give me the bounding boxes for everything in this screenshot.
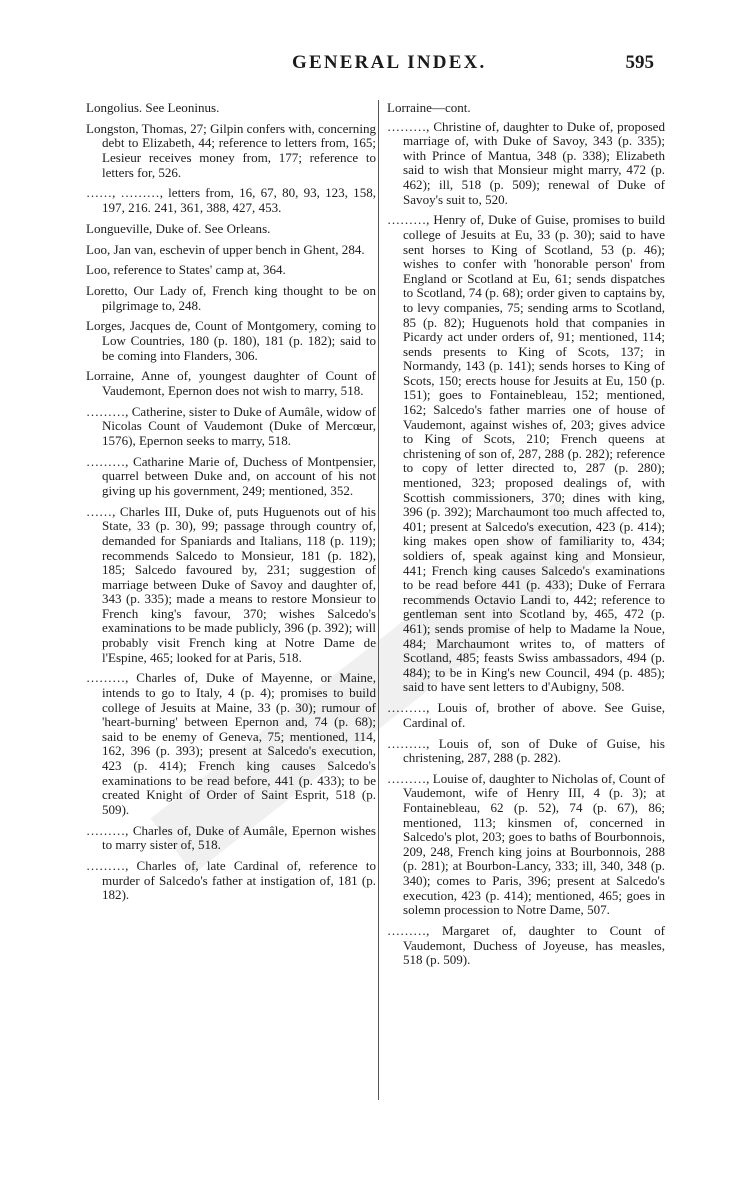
index-column-right	[387, 101, 665, 974]
column-divider	[378, 100, 379, 1100]
page-header	[0, 52, 748, 76]
index-entry: ………, Christine of, daughter to Duke of, proposed marriage of, with Duke of Savoy, 343 (p. 335); with Prince of Mantua, 348 (p. 338); Elizabeth said to wish that Monsieur might marry, 472 (p. 462); ill, 518 (p. 509); renewal of Duke of Savoy's suit to, 520.	[387, 118, 665, 207]
index-entry: ……, Charles III, Duke of, puts Huguenots out of his State, 33 (p. 30), 99; passage through country of, demanded for Spaniards and Italians, 118 (p. 119); recommends Salcedo to Monsieur, 181 (p. 182), 185; Salcedo favoured by, 231; suggestion of marriage between Duke of Savoy and daughter of, 343 (p. 335); made a means to restore Monsieur to French king's favour, 370; wishes Salcedo's examinations to be made publicly, 396 (p. 392); will probably visit French king at Notre Dame de l'Espine, 465; looked for at Paris, 518.	[86, 503, 376, 665]
index-entry: ………, Louis of, son of Duke of Guise, his christening, 287, 288 (p. 282).	[387, 735, 665, 766]
index-entry: ………, Louis of, brother of above. See Guise, Cardinal of.	[387, 700, 665, 730]
index-entry: Loretto, Our Lady of, French king thought to be on pilgrimage to, 248.	[86, 283, 376, 313]
index-entry: Longueville, Duke of. See Orleans.	[86, 220, 271, 236]
index-entry: ………, Margaret of, daughter to Count of Vaudemont, Duchess of Joyeuse, has measles, 518 (p. 509).	[387, 923, 665, 968]
index-entry: ………, Charles of, Duke of Mayenne, or Maine, intends to go to Italy, 4 (p. 4); promises to build college of Jesuits at Maine, 33 (p. 30); rumour of 'heart-burning' between Epernon and, 74 (p. 68); said to be enemy of Geneva, 75; mentioned, 114, 162, 396 (p. 393); present at Salcedo's execution, 423 (p. 414); French king causes Salcedo's examinations to be read before, 441 (p. 433); to be created Knight of Order of Saint Esprit, 518 (p. 509).	[86, 670, 376, 817]
index-entry: Longolius. See Leoninus.	[86, 100, 220, 115]
index-entry: Lorges, Jacques de, Count of Montgomery, coming to Low Countries, 180 (p. 180), 181 (p. 182); said to be coming into Flanders, 306.	[86, 318, 376, 363]
index-entry: ……, ………, letters from, 16, 67, 80, 93, 123, 158, 197, 216. 241, 361, 388, 427, 453.	[86, 185, 376, 215]
continued-heading: Lorraine—cont.	[387, 100, 471, 115]
index-entry: Loo, reference to States' camp at, 364.	[86, 262, 286, 278]
index-entry: ………, Catharine Marie of, Duchess of Montpensier, quarrel between Duke and, on account of his not giving up his government, 249; mentioned, 352.	[86, 453, 376, 498]
index-entry: ………, Henry of, Duke of Guise, promises to build college of Jesuits at Eu, 33 (p. 30); said to have sent horses to King of Scotland, 53 (p. 46); wishes to confer with 'honorable person' from England or Scotland at Eu, 61; sends dispatches to Scotland, 74 (p. 68); order given to captains by, to levy companies, 75; sending arms to Scotland, 85 (p. 82); Huguenots hold that companies in Picardy act under orders of, 91; mentioned, 114; sends presents to King of Scots, 137; in Normandy, 143 (p. 141); sends horses to King of Scots, 150; erects house for Jesuits at Eu, 150 (p. 151); goes to Fontainebleau, 152; mentioned, 162; Salcedo's father marries one of house of Vaudemont, against wishes of, 203; gives advice to King of Scots, 210; French queens at christening of son of, 287, 288 (p. 282); reference to copy of letter directed to, 287 (p. 280); mentioned, 323; proposed dealings of, with Scottish commissioners, 370; dines with king, 396 (p. 392); Marchaumont too much affected to, 401; present at Salcedo's execution, 423 (p. 414); king makes open show of familiarity to, 434; soldiers of, speak against king and Monsieur, 441; French king causes Salcedo's examinations to be read before 441 (p. 433); Duke of Ferrara recommends Octavio Landi to, 442; reference to gentleman sent into Scotland by, 465, 472 (p. 461); sends promise of help to Madame la Noue, 484; Marchaumont writes to, of matters of Scotland, 485; feasts Swiss ambassadors, 494 (p. 484); to be in King's new Council, 494 (p. 485); said to have sent letters to d'Aubigny, 508.	[387, 212, 665, 695]
index-entry: Lorraine, Anne of, youngest daughter of Count of Vaudemont, Epernon does not wish to marry, 518.	[86, 368, 376, 398]
index-entry: Longston, Thomas, 27; Gilpin confers with, concerning debt to Elizabeth, 44; reference to letters from, 165; Lesieur receives money from, 177; reference to letters for, 526.	[86, 120, 377, 180]
index-entry: ………, Catherine, sister to Duke of Aumâle, widow of Nicolas Count of Vaudemont (Duke of Mercœur, 1576), Epernon seeks to marry, 518.	[86, 403, 376, 448]
page-title: GENERAL INDEX.	[292, 52, 487, 73]
index-entry: Loo, Jan van, eschevin of upper bench in Ghent, 284.	[86, 241, 365, 257]
index-column-left	[86, 101, 376, 909]
index-entry: ………, Charles of, late Cardinal of, reference to murder of Salcedo's father at instigation of, 181 (p. 182).	[86, 857, 376, 903]
page-number: 595	[625, 52, 654, 73]
index-entry: ………, Charles of, Duke of Aumâle, Epernon wishes to marry sister of, 518.	[86, 822, 376, 853]
index-entry: ………, Louise of, daughter to Nicholas of, Count of Vaudemont, wife of Henry III, 4 (p. 3); at Fontainebleau, 62 (p. 52), 74 (p. 67), 86; mentioned, 113; kinsmen of, concerned in Salcedo's plot, 203; goes to baths of Bourbonnois, 209, 248, French king joins at Bourbonnois, 288 (p. 281); at Bourbon-Lancy, 333; ill, 340, 348 (p. 340); comes to Paris, 396; present at Salcedo's execution, 423 (p. 414); mentioned, 465; goes in solemn procession to Notre Dame, 507.	[387, 770, 665, 918]
